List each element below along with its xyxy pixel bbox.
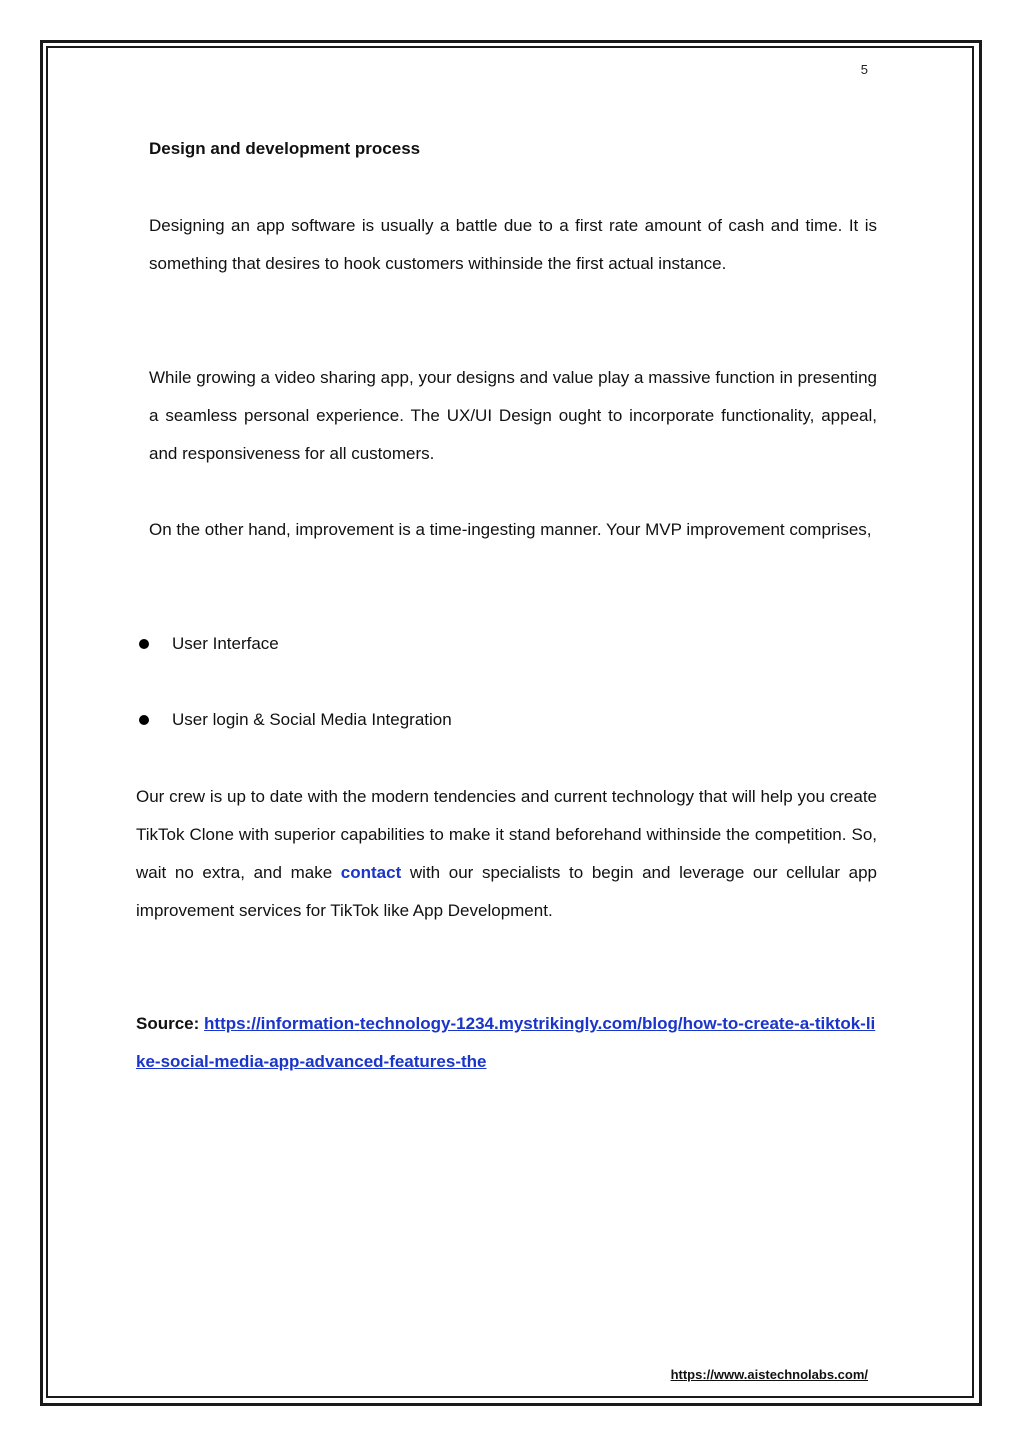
paragraph-crew-text-after: with our specialists to begin and leverage our cellular app improvement services for TikTok like App Development.: [136, 863, 877, 920]
source-line: [136, 1005, 877, 1081]
page-number: 5: [860, 62, 868, 77]
bullet-icon: [139, 715, 149, 725]
list-item-label: User login & Social Media Integration: [172, 710, 452, 729]
mvp-list: [136, 625, 452, 777]
source-link[interactable]: https://information-technology-1234.mystrikingly.com/blog/how-to-create-a-tiktok-like-social-media-app-advanced-features-the: [136, 1014, 876, 1071]
contact-link[interactable]: contact: [340, 863, 402, 882]
paragraph-mvp: On the other hand, improvement is a time-ingesting manner. Your MVP improvement comprises,: [149, 520, 872, 539]
list-item: [136, 625, 452, 663]
footer-website-link[interactable]: https://www.aistechnolabs.com/: [670, 1367, 868, 1382]
paragraph-design: While growing a video sharing app, your designs and value play a massive function in presenting a seamless personal experience. The UX/UI Design ought to incorporate functionality, appeal, and responsiveness for all customers.: [149, 368, 877, 463]
paragraph-intro: Designing an app software is usually a battle due to a first rate amount of cash and time. It is something that desires to hook customers withinside the first actual instance.: [149, 216, 877, 273]
list-item: [136, 701, 452, 739]
section-heading: Design and development process: [149, 139, 421, 158]
bullet-icon: [139, 639, 149, 649]
paragraph-crew-text-before: Our crew is up to date with the modern tendencies and current technology that will help you create TikTok Clone with superior capabilities to make it stand beforehand withinside the competition. So, wait no extra, and make: [136, 787, 877, 882]
source-label: Source:: [136, 1014, 200, 1033]
paragraph-crew: [136, 778, 877, 930]
list-item-label: User Interface: [172, 634, 279, 653]
